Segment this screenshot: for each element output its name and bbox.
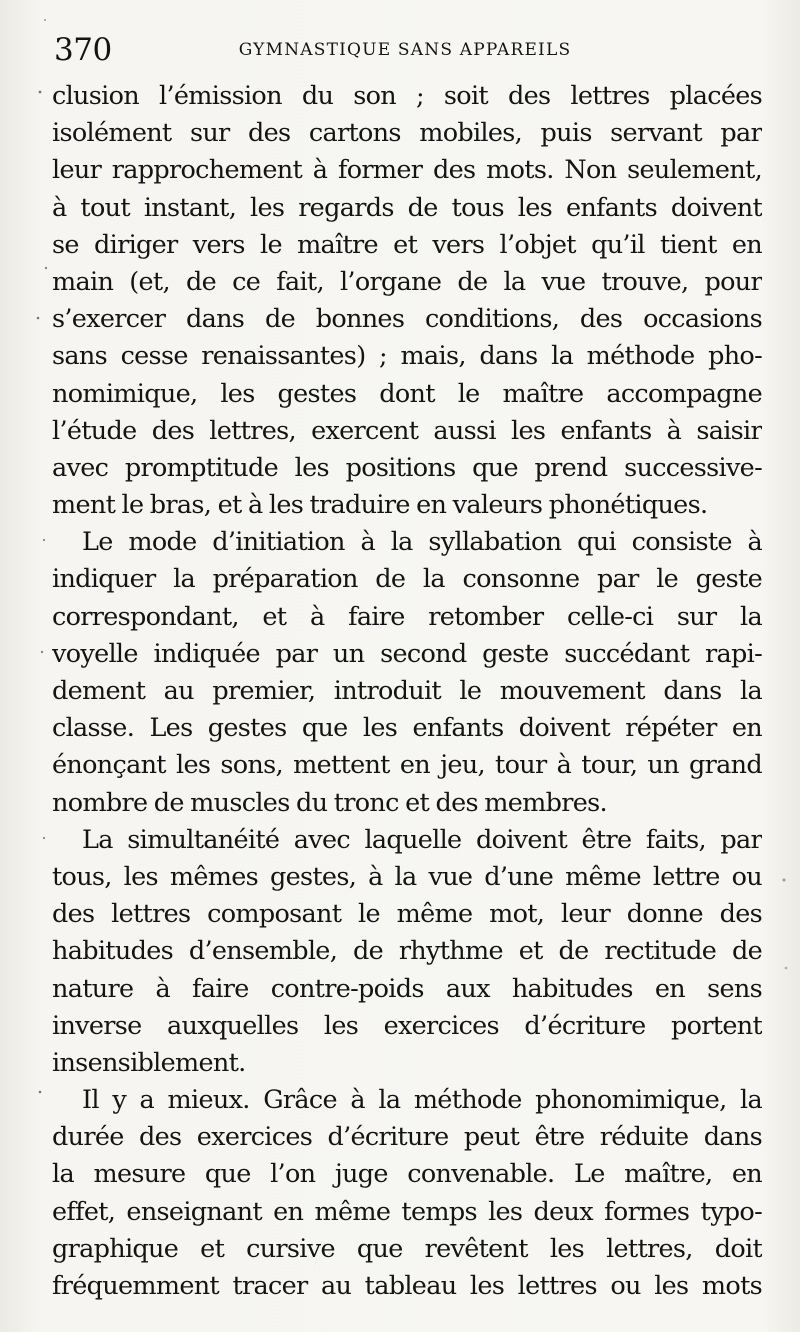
text-line: inverse auxquelles les exercices d’écriture portent	[52, 1010, 762, 1041]
text-line: à tout instant, les regards de tous les enfants doivent	[52, 192, 762, 223]
text-line: voyelle indiquée par un second geste succédant rapi-	[52, 638, 762, 669]
text-line: La simultanéité avec laquelle doivent être faits, par	[82, 824, 762, 855]
text-line: sans cesse renaissantes) ; mais, dans la méthode pho-	[52, 341, 762, 372]
text-line: leur rapprochement à former des mots. Non seulement,	[52, 155, 762, 186]
text-line: habitudes d’ensemble, de rhythme et de rectitude de	[52, 936, 762, 967]
body-text	[52, 78, 762, 1305]
text-line: isolément sur des cartons mobiles, puis servant par	[52, 118, 762, 149]
text-line: classe. Les gestes que les enfants doivent répéter en	[52, 713, 762, 744]
text-line: énonçant les sons, mettent en jeu, tour à tour, un grand	[52, 750, 762, 781]
text-line: indiquer la préparation de la consonne par le geste	[52, 564, 762, 595]
text-line: correspondant, et à faire retomber celle-ci sur la	[52, 601, 762, 632]
page-number: 370	[54, 32, 112, 68]
page-header	[50, 30, 760, 70]
text-line: avec promptitude les positions que prend successive-	[52, 452, 762, 483]
text-line: graphique et cursive que revêtent les lettres, doit	[52, 1233, 762, 1264]
text-line: effet, enseignant en même temps les deux formes typo-	[52, 1196, 762, 1227]
running-head: GYMNASTIQUE SANS APPAREILS	[238, 40, 572, 60]
text-line: ment le bras, et à les traduire en valeurs phonétiques.	[52, 490, 708, 521]
text-line: tous, les mêmes gestes, à la vue d’une même lettre ou	[52, 861, 762, 892]
text-line: des lettres composant le même mot, leur donne des	[52, 899, 762, 930]
text-line: l’étude des lettres, exercent aussi les enfants à saisir	[52, 415, 762, 446]
text-line: insensiblement.	[52, 1047, 246, 1078]
text-line: dement au premier, introduit le mouvement dans la	[52, 676, 762, 706]
text-line: fréquemment tracer au tableau les lettres ou les mots	[52, 1271, 762, 1301]
text-line: nature à faire contre-poids aux habitudes en sens	[52, 973, 762, 1004]
text-line: se diriger vers le maître et vers l’objet qu’il tient en	[52, 229, 762, 260]
text-line: main (et, de ce fait, l’organe de la vue trouve, pour	[52, 266, 762, 297]
text-line: durée des exercices d’écriture peut être réduite dans	[52, 1122, 762, 1153]
text-line: clusion l’émission du son ; soit des lettres placées	[52, 81, 762, 111]
text-line: s’exercer dans de bonnes conditions, des occasions	[52, 304, 762, 335]
text-line: nomimique, les gestes dont le maître accompagne	[52, 378, 762, 409]
text-line: la mesure que l’on juge convenable. Le maître, en	[52, 1159, 762, 1190]
text-line: Le mode d’initiation à la syllabation qui consiste à	[82, 527, 762, 558]
text-line: Il y a mieux. Grâce à la méthode phonomimique, la	[82, 1085, 762, 1116]
text-line: nombre de muscles du tronc et des membres.	[52, 787, 607, 818]
